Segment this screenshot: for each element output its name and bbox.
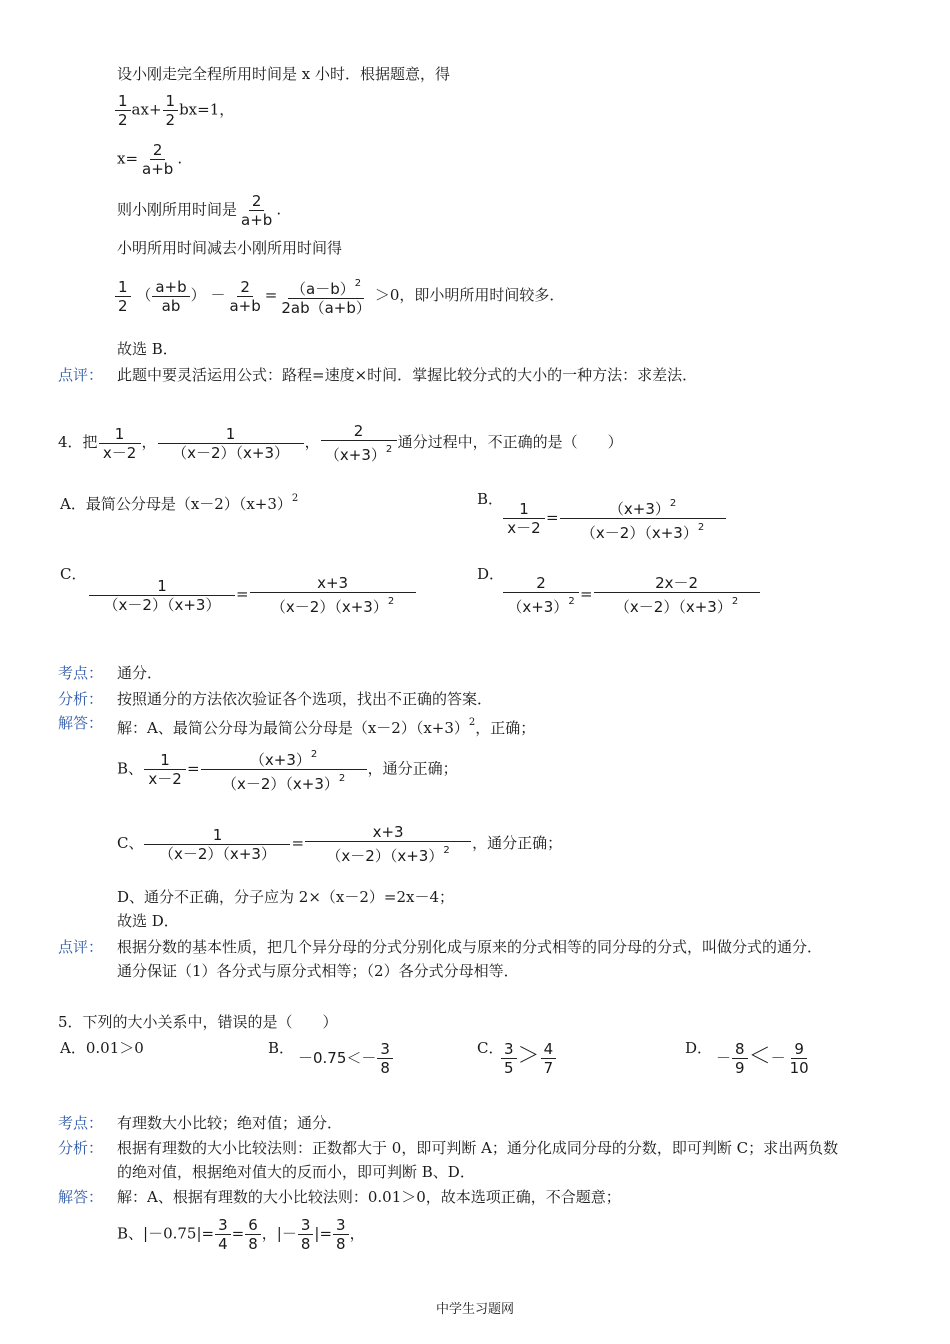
option-d: － $\frac{8}{9}$ ＜－ $\frac{9}{10}$: [716, 1040, 813, 1077]
fraction: $\frac{a+b}{ab}$: [152, 278, 189, 315]
fraction: $\frac{x+3}{(x-2)(x+3)^2}$: [250, 574, 416, 616]
comment-row: [58, 364, 103, 386]
comment-label: 点评：: [58, 366, 104, 384]
option-b: －0.75＜－ $\frac{3}{8}$: [298, 1040, 394, 1077]
fraction: $\frac{1}{(x-2)(x+3)}$: [158, 425, 304, 462]
fraction: $\frac{2x-2}{(x-2)(x+3)^2}$: [594, 574, 760, 616]
fraction: $\frac{2}{a+b}$: [142, 141, 174, 178]
fraction: $\frac{1}{x-2}$: [503, 500, 545, 537]
kaodian-label: 考点：: [58, 1114, 104, 1132]
page-footer: 中学生习题网: [435, 1302, 514, 1317]
fraction: $\frac{2}{(x+3)^2}$: [503, 574, 579, 616]
text-line: 设小刚走完全程所用时间是 x 小时．根据题意，得: [117, 65, 450, 83]
fraction: $\frac{6}{8}$: [245, 1216, 261, 1253]
question-4-stem: 4．把 $\frac{1}{x-2}$ ， $\frac{1}{(x-2)(x+3)}$ ， $\frac{2}{(x+3)^2}$ 通分过程中，不正确的是（ ）: [58, 422, 623, 464]
fraction: $\frac{2}{(x+3)^2}$: [321, 422, 397, 464]
option-a: A．最简公分母是$(x-2)(x+3)^2$: [60, 493, 299, 513]
fraction: $\frac{4}{7}$: [541, 1040, 557, 1077]
option-d-label: D．: [477, 565, 505, 583]
jieda-b: B、|－0.75|= $\frac{3}{4}$ = $\frac{6}{8}$ ，|－ $\frac{3}{8}$ |= $\frac{3}{8}$ ，: [117, 1216, 365, 1253]
option-b-label: B．: [477, 490, 504, 508]
equation-2: x= $\frac{2}{a+b}$ .: [117, 141, 183, 178]
dianping-text-1: 根据分数的基本性质，把几个异分母的分式分别化成与原来的分式相等的同分母的分式，叫做分式的通分．: [117, 938, 823, 956]
option-b-label: B．: [268, 1039, 295, 1057]
fraction: $\frac{8}{9}$: [732, 1040, 748, 1077]
option-c-label: C．: [60, 565, 87, 583]
equation-3: $\frac{1}{2}$ （ $\frac{a+b}{ab}$ ） － $\frac{2}{a+b}$ = $\frac{(a-b)^2}{2ab(a+b)}$ ＞0，即小明所用时间较多．: [114, 275, 564, 317]
question-5-stem: 5．下列的大小关系中，错误的是（ ）: [58, 1013, 338, 1031]
equation-1: $\frac{1}{2}$ ax+ $\frac{1}{2}$ bx=1，: [114, 92, 234, 129]
kaodian-text: 有理数大小比较；绝对值；通分．: [117, 1114, 343, 1132]
fraction: $\frac{9}{10}$: [789, 1040, 809, 1077]
choose-line: 故选 B．: [117, 340, 178, 358]
option-c-label: C．: [477, 1039, 504, 1057]
text-line: 小明所用时间减去小刚所用时间得: [117, 239, 343, 257]
kaodian-label: 考点：: [58, 664, 104, 682]
choose-line: 故选 D．: [117, 912, 179, 930]
jieda-label: 解答：: [58, 714, 104, 732]
option-c: $\frac{1}{(x-2)(x+3)}$ = $\frac{x+3}{(x-2)(x+3)^2}$: [88, 574, 417, 616]
jieda-label: 解答：: [58, 1188, 104, 1206]
comment-text: 此题中要灵活运用公式：路程=速度×时间．掌握比较分式的大小的一种方法：求差法．: [117, 366, 698, 384]
fenxi-text-2: 的绝对值，根据绝对值大的反而小，即可判断 B、D．: [117, 1163, 475, 1181]
fenxi-text: 按照通分的方法依次验证各个选项，找出不正确的答案．: [117, 690, 493, 708]
fraction: $\frac{1}{x-2}$: [99, 425, 141, 462]
fraction: $\frac{1}{2}$: [163, 92, 179, 129]
fraction: $\frac{3}{8}$: [377, 1040, 393, 1077]
fraction: $\frac{(x+3)^2}{(x-2)(x+3)^2}$: [201, 746, 367, 793]
fraction: $\frac{1}{2}$: [115, 92, 131, 129]
option-d: $\frac{2}{(x+3)^2}$ = $\frac{2x-2}{(x-2)(x+3)^2}$: [502, 574, 761, 616]
fraction: $\frac{2}{a+b}$: [241, 192, 273, 229]
option-d-label: D．: [685, 1039, 713, 1057]
option-b: $\frac{1}{x-2}$ = $\frac{(x+3)^2}{(x-2)(x+3)^2}$: [502, 495, 727, 542]
fenxi-label: 分析：: [58, 1139, 104, 1157]
jieda-c: C、 $\frac{1}{(x-2)(x+3)}$ = $\frac{x+3}{(x-2)(x+3)^2}$ ，通分正确；: [117, 823, 563, 865]
fraction: $\frac{1}{x-2}$: [144, 751, 186, 788]
jieda-d: D、通分不正确，分子应为 2×（x－2）=2x－4；: [117, 888, 455, 906]
text-line: 则小刚所用时间是 $\frac{2}{a+b}$ .: [117, 192, 282, 229]
fenxi-label: 分析：: [58, 690, 104, 708]
fraction: $\frac{3}{8}$: [333, 1216, 349, 1253]
dianping-label: 点评：: [58, 938, 104, 956]
fraction: $\frac{2}{a+b}$: [229, 277, 261, 315]
fraction: $\frac{1}{(x-2)(x+3)}$: [144, 826, 290, 863]
jieda-a: 解：A、最简公分母为最简公分母是$(x-2)(x+3)^2$，正确；: [117, 717, 536, 737]
fenxi-text-1: 根据有理数的大小比较法则：正数都大于 0，即可判断 A；通分化成同分母的分数，即可判断 C；求出两负数: [117, 1139, 839, 1157]
kaodian-text: 通分．: [117, 664, 163, 682]
dianping-text-2: 通分保证（1）各分式与原分式相等；（2）各分式分母相等．: [117, 962, 519, 980]
fraction: $\frac{3}{4}$: [215, 1216, 231, 1253]
option-a: A．0.01＞0: [60, 1039, 144, 1057]
fraction: $\frac{3}{5}$: [501, 1040, 517, 1077]
fraction: $\frac{3}{8}$: [298, 1216, 314, 1253]
fraction: $\frac{(a-b)^2}{2ab(a+b)}$: [278, 275, 374, 317]
fraction: $\frac{1}{(x-2)(x+3)}$: [89, 577, 235, 614]
fraction: $\frac{(x+3)^2}{(x-2)(x+3)^2}$: [560, 495, 726, 542]
fraction: $\frac{x+3}{(x-2)(x+3)^2}$: [305, 823, 471, 865]
jieda-b: B、 $\frac{1}{x-2}$ = $\frac{(x+3)^2}{(x-2)(x+3)^2}$ ，通分正确；: [117, 746, 458, 793]
option-c: $\frac{3}{5}$ ＞ $\frac{4}{7}$: [500, 1040, 557, 1077]
fraction: $\frac{1}{2}$: [115, 278, 131, 315]
jieda-a: 解：A、根据有理数的大小比较法则：0.01＞0，故本选项正确，不合题意；: [117, 1188, 621, 1206]
